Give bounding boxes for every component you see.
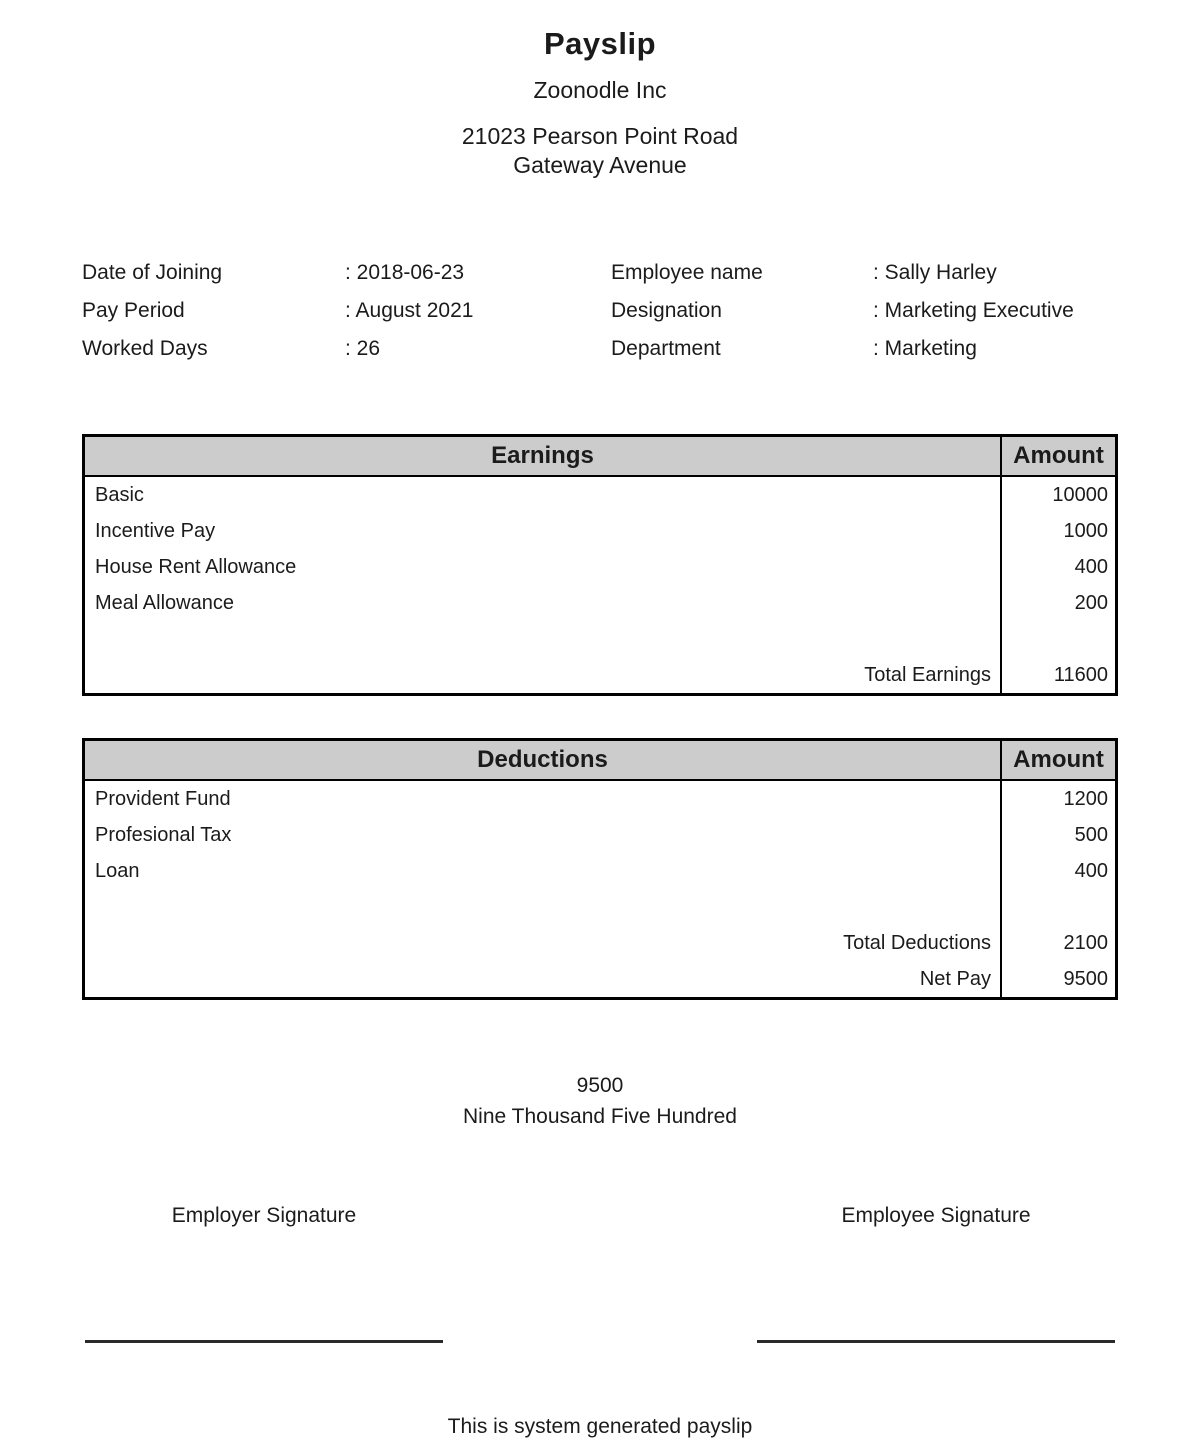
table-spacer-row — [85, 621, 1115, 657]
earnings-header-label: Earnings — [491, 442, 594, 469]
earnings-amount-header: Amount — [1000, 437, 1115, 475]
earning-label: House Rent Allowance — [95, 555, 297, 578]
address-line-2: Gateway Avenue — [513, 152, 687, 178]
info-value-designation: : Marketing Executive — [873, 292, 1118, 330]
earning-amount: 1000 — [1000, 513, 1115, 549]
earnings-table — [82, 434, 1118, 696]
info-value-pay-period: : August 2021 — [345, 292, 611, 330]
table-spacer-row — [85, 889, 1115, 925]
total-earnings-label: Total Earnings — [864, 663, 991, 686]
info-label-employee-name: Employee name — [611, 261, 763, 284]
deductions-table-header — [85, 741, 1115, 781]
employee-signature-line — [757, 1340, 1115, 1343]
employee-info-grid — [82, 254, 1118, 368]
page-title: Payslip — [543, 26, 657, 61]
table-row — [85, 549, 1115, 585]
deductions-table — [82, 738, 1118, 1000]
table-row — [85, 585, 1115, 621]
info-value-department: : Marketing — [873, 330, 1118, 368]
deduction-amount: 1200 — [1000, 781, 1115, 817]
table-row — [85, 853, 1115, 889]
signature-labels — [82, 1204, 1118, 1228]
table-row — [85, 477, 1115, 513]
info-label-department: Department — [611, 337, 721, 360]
company-address — [82, 122, 1118, 180]
net-pay-row — [85, 961, 1115, 997]
earning-label: Incentive Pay — [95, 519, 216, 542]
table-row — [85, 781, 1115, 817]
deductions-header-label: Deductions — [477, 746, 608, 773]
address-line-1: 21023 Pearson Point Road — [461, 123, 739, 149]
info-value-employee-name: : Sally Harley — [873, 254, 1118, 292]
info-value-date-of-joining: : 2018-06-23 — [345, 254, 611, 292]
net-pay-words: Nine Thousand Five Hundred — [463, 1105, 737, 1128]
document-header — [82, 26, 1118, 180]
info-label-pay-period: Pay Period — [82, 299, 185, 322]
info-label-date-of-joining: Date of Joining — [82, 261, 223, 284]
total-earnings-amount: 11600 — [1000, 657, 1115, 693]
employer-signature-label: Employer Signature — [171, 1204, 357, 1227]
table-row — [85, 817, 1115, 853]
deductions-amount-header: Amount — [1000, 741, 1115, 779]
net-pay-amount: 9500 — [1000, 961, 1115, 997]
total-deductions-row — [85, 925, 1115, 961]
total-deductions-amount: 2100 — [1000, 925, 1115, 961]
net-pay-number: 9500 — [576, 1074, 624, 1097]
earnings-table-header — [85, 437, 1115, 477]
info-label-worked-days: Worked Days — [82, 337, 208, 360]
earning-amount: 200 — [1000, 585, 1115, 621]
earning-amount: 400 — [1000, 549, 1115, 585]
deduction-amount: 500 — [1000, 817, 1115, 853]
info-label-designation: Designation — [611, 299, 722, 322]
total-earnings-row — [85, 657, 1115, 693]
deduction-label: Provident Fund — [95, 787, 231, 810]
net-pay-label: Net Pay — [919, 967, 991, 990]
company-name: Zoonodle Inc — [533, 77, 667, 103]
earning-amount: 10000 — [1000, 477, 1115, 513]
employer-signature-line — [85, 1340, 443, 1343]
signature-lines — [82, 1340, 1118, 1343]
table-row — [85, 513, 1115, 549]
earning-label: Basic — [95, 483, 144, 506]
info-value-worked-days: : 26 — [345, 330, 611, 368]
footer-note: This is system generated payslip — [447, 1415, 753, 1438]
deduction-label: Loan — [95, 859, 140, 882]
total-deductions-label: Total Deductions — [843, 931, 991, 954]
net-pay-summary — [82, 1070, 1118, 1132]
earning-label: Meal Allowance — [95, 591, 234, 614]
employee-signature-label: Employee Signature — [841, 1204, 1031, 1227]
deduction-amount: 400 — [1000, 853, 1115, 889]
deduction-label: Profesional Tax — [95, 823, 232, 846]
